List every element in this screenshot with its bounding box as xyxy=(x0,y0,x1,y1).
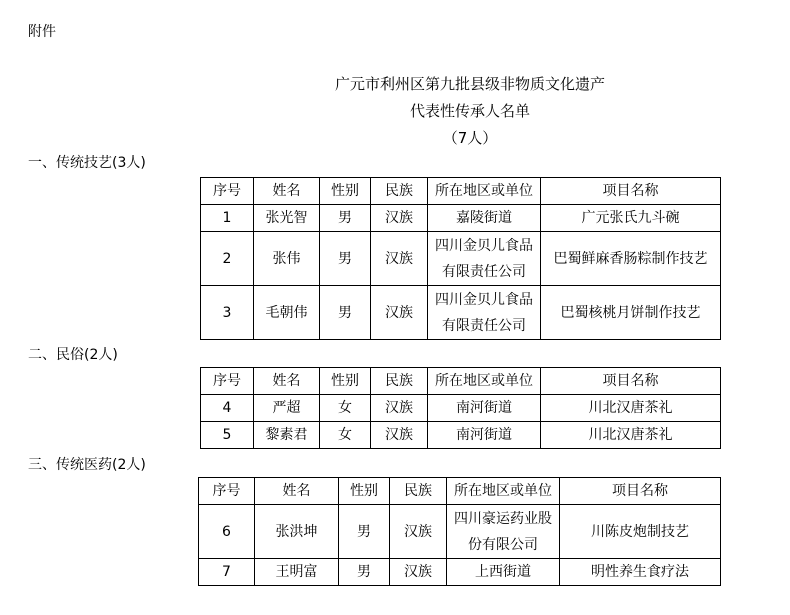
header-ethnicity: 民族 xyxy=(371,178,428,205)
header-no: 序号 xyxy=(201,368,254,395)
cell-unit: 嘉陵街道 xyxy=(428,205,541,232)
cell-no: 5 xyxy=(201,422,254,449)
header-no: 序号 xyxy=(201,178,254,205)
cell-project: 巴蜀鲜麻香肠粽制作技艺 xyxy=(541,232,721,286)
header-project: 项目名称 xyxy=(560,478,721,505)
cell-no: 7 xyxy=(199,559,255,586)
cell-project: 巴蜀核桃月饼制作技艺 xyxy=(541,286,721,340)
cell-name: 毛朝伟 xyxy=(254,286,320,340)
attachment-label: 附件 xyxy=(28,24,56,40)
header-unit: 所在地区或单位 xyxy=(447,478,560,505)
cell-name: 张伟 xyxy=(254,232,320,286)
cell-project: 川北汉唐茶礼 xyxy=(541,395,721,422)
table-medicine xyxy=(198,477,721,586)
section-heading-crafts: 一、传统技艺(3人) xyxy=(28,155,146,171)
cell-no: 4 xyxy=(201,395,254,422)
header-gender: 性别 xyxy=(339,478,390,505)
cell-ethnicity: 汉族 xyxy=(390,559,447,586)
cell-ethnicity: 汉族 xyxy=(390,505,447,559)
cell-no: 2 xyxy=(201,232,254,286)
cell-gender: 男 xyxy=(339,559,390,586)
table-header-row xyxy=(199,478,721,505)
cell-unit: 四川金贝儿食品有限责任公司 xyxy=(428,232,541,286)
table-header-row xyxy=(201,368,721,395)
cell-ethnicity: 汉族 xyxy=(371,422,428,449)
table-row xyxy=(201,422,721,449)
document-title-line-1: 广元市利州区第九批县级非物质文化遗产 xyxy=(334,75,605,93)
section-heading-folklore: 二、民俗(2人) xyxy=(28,347,118,363)
cell-gender: 女 xyxy=(320,422,371,449)
cell-name: 黎素君 xyxy=(254,422,320,449)
header-ethnicity: 民族 xyxy=(390,478,447,505)
table-crafts xyxy=(200,177,721,340)
document-title-line-3: （7人） xyxy=(442,129,498,147)
document-title-line-2: 代表性传承人名单 xyxy=(409,102,530,120)
header-gender: 性别 xyxy=(320,368,371,395)
cell-unit: 南河街道 xyxy=(428,422,541,449)
cell-project: 明性养生食疗法 xyxy=(560,559,721,586)
cell-ethnicity: 汉族 xyxy=(371,286,428,340)
cell-no: 3 xyxy=(201,286,254,340)
header-no: 序号 xyxy=(199,478,255,505)
cell-unit: 上西街道 xyxy=(447,559,560,586)
cell-gender: 男 xyxy=(320,232,371,286)
cell-gender: 女 xyxy=(320,395,371,422)
cell-name: 张光智 xyxy=(254,205,320,232)
cell-project: 川陈皮炮制技艺 xyxy=(560,505,721,559)
table-row xyxy=(199,559,721,586)
cell-name: 王明富 xyxy=(255,559,339,586)
cell-unit: 四川豪运药业股份有限公司 xyxy=(447,505,560,559)
section-heading-medicine: 三、传统医药(2人) xyxy=(28,457,146,473)
header-project: 项目名称 xyxy=(541,368,721,395)
header-unit: 所在地区或单位 xyxy=(428,178,541,205)
cell-project: 川北汉唐茶礼 xyxy=(541,422,721,449)
cell-no: 1 xyxy=(201,205,254,232)
header-ethnicity: 民族 xyxy=(371,368,428,395)
table-row xyxy=(201,395,721,422)
table-row xyxy=(201,232,721,286)
cell-unit: 四川金贝儿食品有限责任公司 xyxy=(428,286,541,340)
cell-ethnicity: 汉族 xyxy=(371,205,428,232)
header-name: 姓名 xyxy=(254,368,320,395)
table-row xyxy=(199,505,721,559)
cell-unit: 南河街道 xyxy=(428,395,541,422)
table-row xyxy=(201,205,721,232)
header-name: 姓名 xyxy=(255,478,339,505)
header-name: 姓名 xyxy=(254,178,320,205)
cell-ethnicity: 汉族 xyxy=(371,232,428,286)
cell-gender: 男 xyxy=(320,286,371,340)
table-row xyxy=(201,286,721,340)
cell-gender: 男 xyxy=(339,505,390,559)
header-project: 项目名称 xyxy=(541,178,721,205)
table-folklore xyxy=(200,367,721,449)
cell-name: 严超 xyxy=(254,395,320,422)
cell-gender: 男 xyxy=(320,205,371,232)
cell-ethnicity: 汉族 xyxy=(371,395,428,422)
table-header-row xyxy=(201,178,721,205)
cell-no: 6 xyxy=(199,505,255,559)
cell-name: 张洪坤 xyxy=(255,505,339,559)
header-gender: 性别 xyxy=(320,178,371,205)
header-unit: 所在地区或单位 xyxy=(428,368,541,395)
cell-project: 广元张氏九斗碗 xyxy=(541,205,721,232)
